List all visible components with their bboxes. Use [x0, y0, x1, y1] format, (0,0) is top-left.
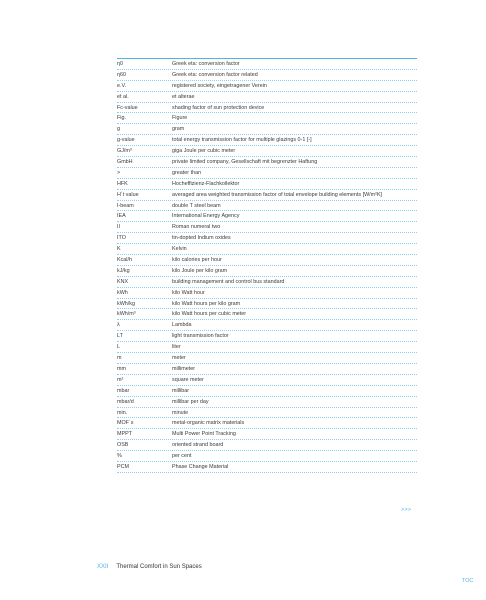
glossary-description: giga Joule per cubic meter [172, 148, 236, 155]
glossary-description: greater than [172, 169, 202, 176]
glossary-row [117, 222, 417, 233]
glossary-description: kilo Watt hour [172, 289, 205, 296]
glossary-term: PCM [117, 463, 129, 470]
glossary-description: private limited company, Gesellschaft mit begrenzter Haftung [172, 159, 318, 166]
glossary-term: Kcal/h [117, 257, 132, 264]
glossary-description: averaged area weighted transmission factor of total envelope building elements [W/m²K] [172, 191, 383, 198]
glossary-term: m² [117, 376, 124, 383]
glossary-row [117, 299, 417, 310]
glossary-row [117, 386, 417, 397]
glossary-row [117, 190, 417, 201]
glossary-term: KNX [117, 278, 129, 285]
glossary-row [117, 92, 417, 103]
glossary-row [117, 168, 417, 179]
glossary-term: > [117, 169, 121, 176]
glossary-term: H´t value [117, 191, 139, 198]
glossary-description: square meter [172, 376, 204, 383]
glossary-row [117, 429, 417, 440]
glossary-description: per cent [172, 453, 192, 460]
glossary-description: kilo calories per hour [172, 257, 222, 264]
glossary-term: kWh/m³ [117, 311, 136, 318]
glossary-term: MOF´s [117, 420, 134, 427]
glossary-row [117, 244, 417, 255]
glossary-term: HFK [117, 180, 128, 187]
glossary-term: mbar/d [117, 398, 134, 405]
glossary-term: η0 [117, 61, 123, 67]
glossary-row [117, 70, 417, 81]
glossary-description: registered society, eingetragener Verein [172, 82, 267, 89]
glossary-description: millibar per day [172, 398, 209, 405]
glossary-row [117, 408, 417, 419]
glossary-term: GmbH [117, 159, 133, 166]
glossary-row [117, 266, 417, 277]
glossary-description: et alterae [172, 93, 195, 100]
glossary-term: mbar [117, 387, 130, 394]
glossary-description: gram [172, 126, 185, 133]
glossary-table [117, 58, 417, 473]
glossary-row [117, 462, 417, 473]
glossary-description: double T steel beam [172, 202, 221, 209]
glossary-term: MPPT [117, 431, 132, 438]
glossary-rows [117, 59, 417, 473]
glossary-description: Phase Change Material [172, 463, 229, 470]
glossary-term: mm [117, 365, 126, 372]
glossary-row [117, 179, 417, 190]
glossary-row [117, 309, 417, 320]
glossary-term: e.V. [117, 82, 127, 89]
glossary-term: I-beam [117, 202, 134, 209]
glossary-row [117, 342, 417, 353]
glossary-description: Greek eta: conversion factor related [172, 71, 258, 78]
glossary-description: Hocheffizienz-Flachkollektor [172, 180, 240, 187]
page-number: XXII [97, 564, 109, 570]
glossary-description: liter [172, 344, 181, 351]
glossary-term: ITO [117, 235, 126, 242]
glossary-term: L [117, 344, 120, 351]
glossary-description: total energy transmission factor for multiple glazings 0-1 [-] [172, 137, 312, 144]
glossary-description: Lambda [172, 322, 192, 329]
glossary-description: minute [172, 409, 189, 416]
glossary-row [117, 135, 417, 146]
glossary-description: Greek eta: conversion factor [172, 61, 240, 67]
glossary-description: Kelvin [172, 246, 187, 253]
glossary-description: tin-dopted Indium oxides [172, 235, 231, 242]
glossary-term: kWh/kg [117, 300, 135, 307]
glossary-row [117, 397, 417, 408]
glossary-row [117, 59, 417, 70]
glossary-description: Roman numeral two [172, 224, 221, 231]
glossary-description: oriented strand board [172, 442, 224, 449]
glossary-term: η60 [117, 71, 126, 78]
glossary-description: kilo Watt hours per cubic meter [172, 311, 247, 318]
glossary-row [117, 157, 417, 168]
glossary-term: m [117, 355, 122, 362]
glossary-description: millimeter [172, 365, 196, 372]
glossary-term: et al. [117, 93, 129, 100]
glossary-term: II [117, 224, 120, 231]
glossary-description: kilo Joule per kilo gram [172, 267, 228, 274]
glossary-term: kJ/kg [117, 267, 130, 274]
glossary-description: Figure [172, 115, 188, 122]
glossary-term: % [117, 453, 122, 460]
glossary-row [117, 440, 417, 451]
glossary-description: light transmission factor [172, 333, 229, 340]
glossary-row [117, 375, 417, 386]
glossary-term: LT [117, 333, 123, 340]
glossary-term: K [117, 246, 121, 253]
glossary-description: Multi Power Point Tracking [172, 431, 236, 438]
glossary-term: Fig. [117, 115, 126, 122]
glossary-description: shading factor of sun protection device [172, 104, 265, 111]
glossary-term: g [117, 126, 120, 133]
glossary-term: IEA [117, 213, 126, 220]
continue-marker[interactable]: >>> [401, 507, 412, 513]
glossary-row [117, 81, 417, 92]
glossary-term: min. [117, 409, 128, 416]
glossary-row [117, 201, 417, 212]
glossary-description: building management and control bus standard [172, 278, 285, 285]
glossary-row [117, 364, 417, 375]
glossary-row [117, 451, 417, 462]
glossary-row [117, 233, 417, 244]
glossary-description: International Energy Agency [172, 213, 240, 220]
glossary-row [117, 288, 417, 299]
glossary-term: λ [117, 322, 120, 329]
glossary-row [117, 418, 417, 429]
glossary-row [117, 277, 417, 288]
glossary-row [117, 146, 417, 157]
glossary-row [117, 103, 417, 114]
glossary-term: Fc-value [117, 104, 138, 111]
glossary-row [117, 211, 417, 222]
glossary-description: metal-organic matrix materials [172, 420, 245, 427]
glossary-row [117, 124, 417, 135]
glossary-row [117, 353, 417, 364]
toc-link[interactable]: TOC [462, 578, 474, 584]
glossary-term: g-value [117, 137, 135, 144]
glossary-description: meter [172, 355, 186, 362]
book-title: Thermal Comfort in Sun Spaces [116, 564, 202, 570]
glossary-row [117, 320, 417, 331]
glossary-description: millibar [172, 387, 190, 394]
glossary-term: GJ/m³ [117, 148, 132, 155]
glossary-term: OSB [117, 442, 129, 449]
glossary-term: kWh [117, 289, 128, 296]
glossary-row [117, 331, 417, 342]
glossary-description: kilo Watt hours per kilo gram [172, 300, 241, 307]
glossary-row [117, 113, 417, 124]
glossary-row [117, 255, 417, 266]
page-footer [97, 564, 202, 570]
